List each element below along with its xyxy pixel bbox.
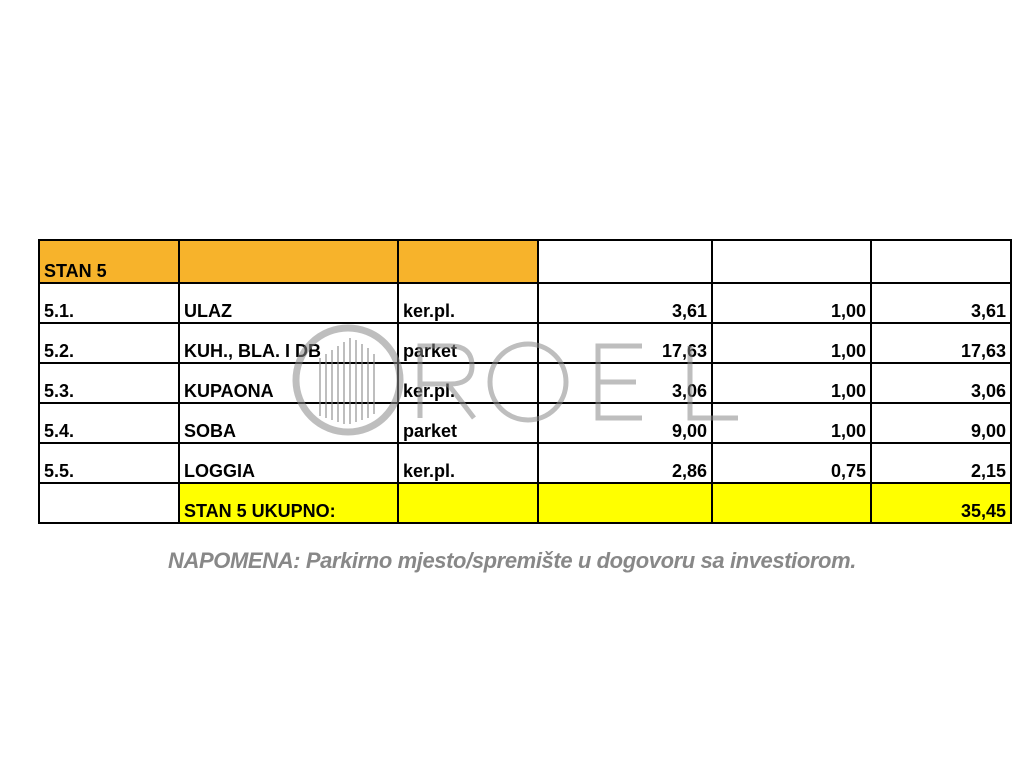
total-row [39, 483, 1011, 523]
header-cell [871, 240, 1011, 283]
room-area: 2,86 [538, 443, 712, 483]
total-empty-cell [39, 483, 179, 523]
net-area: 17,63 [871, 323, 1011, 363]
total-fill-cell [538, 483, 712, 523]
room-name: KUH., BLA. I DB [179, 323, 398, 363]
room-area: 17,63 [538, 323, 712, 363]
apartment-title: STAN 5 [39, 240, 179, 283]
net-area: 2,15 [871, 443, 1011, 483]
area-coefficient: 1,00 [712, 323, 871, 363]
header-cell [538, 240, 712, 283]
table-row [39, 363, 1011, 403]
room-id: 5.5. [39, 443, 179, 483]
room-id: 5.3. [39, 363, 179, 403]
net-area: 3,06 [871, 363, 1011, 403]
net-area: 3,61 [871, 283, 1011, 323]
room-area: 9,00 [538, 403, 712, 443]
floor-type: parket [398, 403, 538, 443]
floor-type: ker.pl. [398, 443, 538, 483]
table-row [39, 403, 1011, 443]
area-coefficient: 1,00 [712, 403, 871, 443]
room-id: 5.2. [39, 323, 179, 363]
room-name: ULAZ [179, 283, 398, 323]
total-fill-cell [398, 483, 538, 523]
area-coefficient: 1,00 [712, 363, 871, 403]
apartment-area-table [38, 239, 1012, 524]
table-row [39, 323, 1011, 363]
room-name: LOGGIA [179, 443, 398, 483]
room-id: 5.4. [39, 403, 179, 443]
header-cell [398, 240, 538, 283]
room-id: 5.1. [39, 283, 179, 323]
total-value: 35,45 [871, 483, 1011, 523]
table-header-row [39, 240, 1011, 283]
header-cell [712, 240, 871, 283]
room-name: SOBA [179, 403, 398, 443]
room-area: 3,06 [538, 363, 712, 403]
floor-type: ker.pl. [398, 283, 538, 323]
floor-type: ker.pl. [398, 363, 538, 403]
room-area: 3,61 [538, 283, 712, 323]
table-row [39, 283, 1011, 323]
net-area: 9,00 [871, 403, 1011, 443]
floor-type: parket [398, 323, 538, 363]
table-row [39, 443, 1011, 483]
area-coefficient: 0,75 [712, 443, 871, 483]
header-cell [179, 240, 398, 283]
total-label: STAN 5 UKUPNO: [179, 483, 398, 523]
note-text: NAPOMENA: Parkirno mjesto/spremište u dogovoru sa investiorom. [168, 548, 856, 573]
total-fill-cell [712, 483, 871, 523]
area-coefficient: 1,00 [712, 283, 871, 323]
room-name: KUPAONA [179, 363, 398, 403]
